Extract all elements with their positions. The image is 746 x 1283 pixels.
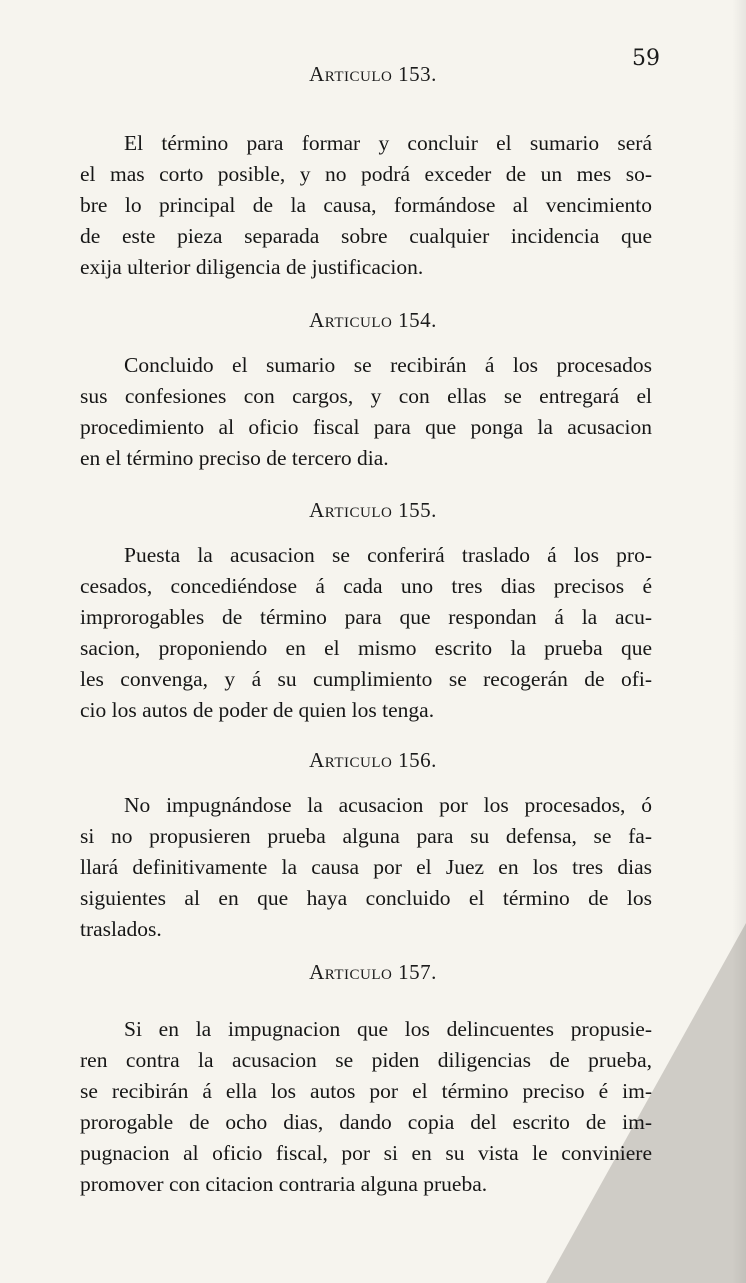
text-line: No impugnándose la acusacion por los procesados, ó [124, 793, 652, 817]
article-paragraph [80, 540, 652, 726]
text-line: sacion, proponiendo en el mismo escrito la prueba que [80, 636, 652, 660]
text-line: El término para formar y concluir el sumario será [124, 131, 652, 155]
page-edge-shadow [732, 0, 746, 1283]
article-paragraph [80, 1014, 652, 1200]
text-line: sus confesiones con cargos, y con ellas se entregará el [80, 384, 652, 408]
article-heading: Articulo 154. [309, 308, 437, 332]
text-line: de este pieza separada sobre cualquier incidencia que [80, 224, 652, 248]
text-line: prorogable de ocho dias, dando copia del escrito de im- [80, 1110, 652, 1134]
text-line: cesados, concediéndose á cada uno tres dias precisos é [80, 574, 652, 598]
article-paragraph [80, 128, 652, 283]
text-line: Concluido el sumario se recibirán á los procesados [124, 353, 652, 377]
text-line: pugnacion al oficio fiscal, por si en su vista le conviniere [80, 1141, 652, 1165]
text-line: cio los autos de poder de quien los tenga. [80, 698, 435, 722]
page-number: 59 [632, 46, 660, 71]
article-heading: Articulo 155. [309, 498, 437, 522]
text-line: el mas corto posible, y no podrá exceder de un mes so- [80, 162, 652, 186]
text-line: ren contra la acusacion se piden diligencias de prueba, [80, 1048, 652, 1072]
text-line: improrogables de término para que respondan á la acu- [80, 605, 652, 629]
article-paragraph [80, 790, 652, 945]
text-line: traslados. [80, 917, 162, 941]
article-heading: Articulo 153. [309, 62, 437, 86]
text-line: si no propusieren prueba alguna para su defensa, se fa- [80, 824, 652, 848]
text-line: llará definitivamente la causa por el Juez en los tres dias [80, 855, 652, 879]
text-line: promover con citacion contraria alguna prueba. [80, 1172, 488, 1196]
text-line: bre lo principal de la causa, formándose al vencimiento [80, 193, 652, 217]
text-line: en el término preciso de tercero dia. [80, 446, 389, 470]
article-heading: Articulo 157. [309, 960, 437, 984]
text-line: siguientes al en que haya concluido el término de los [80, 886, 652, 910]
text-line: les convenga, y á su cumplimiento se recogerán de ofi- [80, 667, 652, 691]
text-line: Si en la impugnacion que los delincuentes propusie- [124, 1017, 652, 1041]
text-line: procedimiento al oficio fiscal para que ponga la acusacion [80, 415, 652, 439]
text-line: se recibirán á ella los autos por el término preciso é im- [80, 1079, 652, 1103]
text-line: exija ulterior diligencia de justificacion. [80, 255, 424, 279]
article-heading: Articulo 156. [309, 748, 437, 772]
text-line: Puesta la acusacion se conferirá traslado á los pro- [124, 543, 652, 567]
article-paragraph [80, 350, 652, 474]
